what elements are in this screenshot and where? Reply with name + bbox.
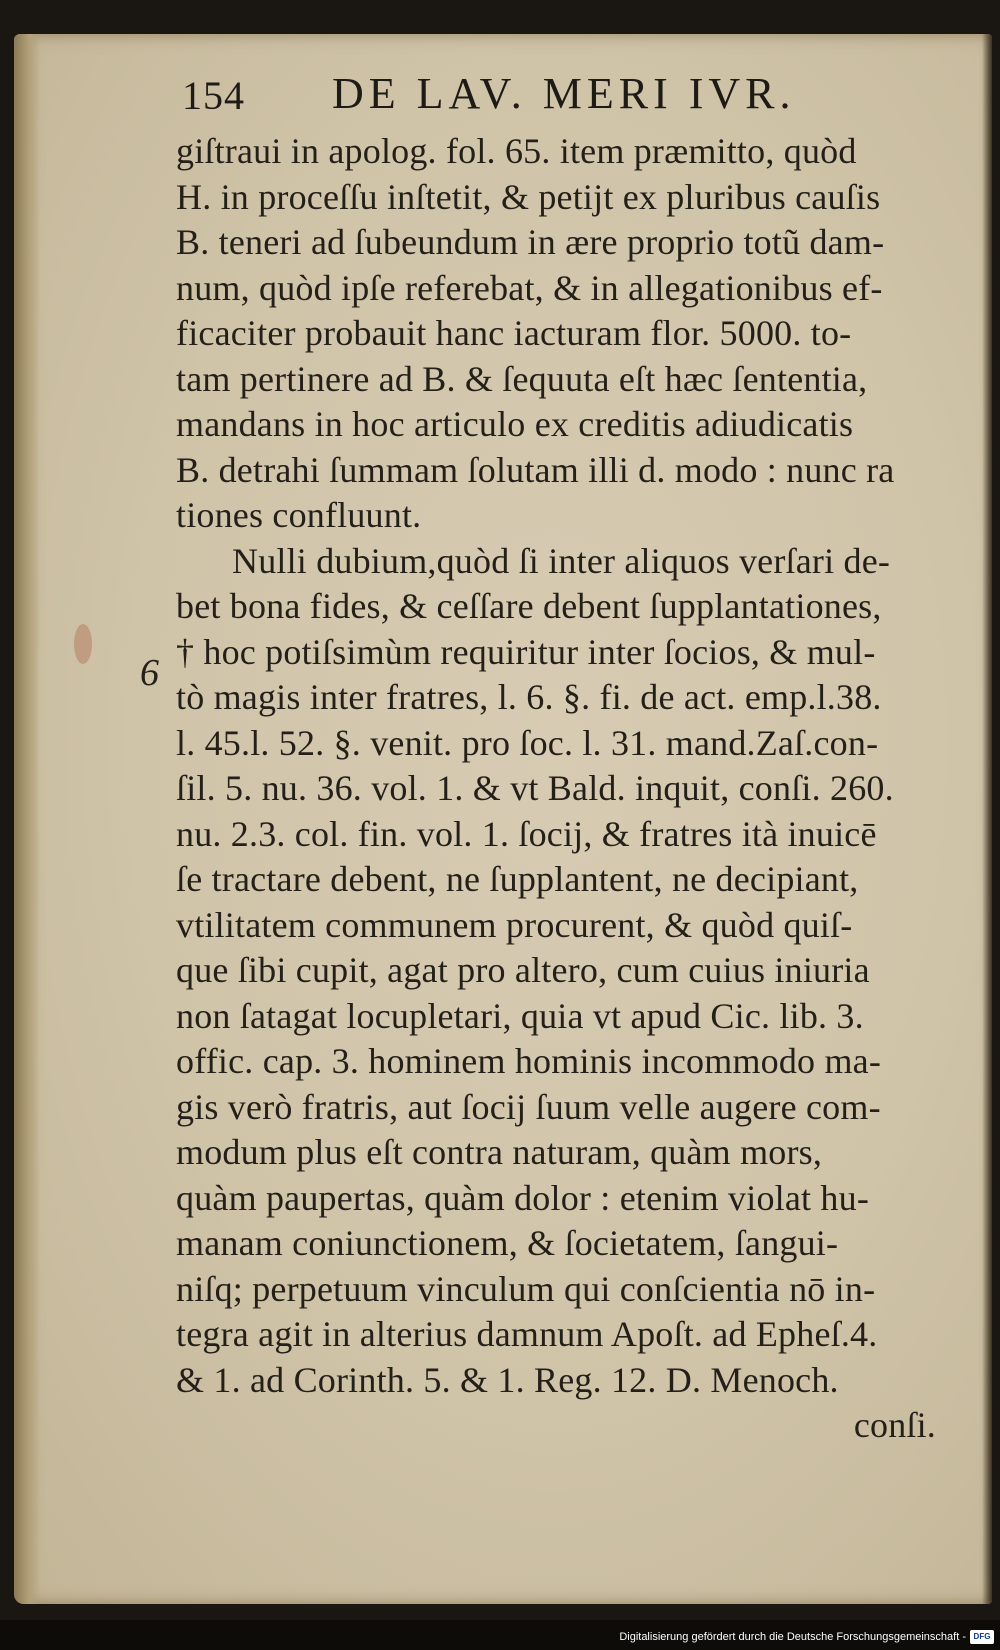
funding-notice: Digitalisierung gefördert durch die Deutsche Forschungsgemeinschaft - — [619, 1631, 966, 1643]
page-gutter-shadow — [14, 34, 40, 1604]
text-line: ficaciter probauit hanc iacturam flor. 5000. to- — [176, 313, 852, 353]
running-title: DE LAV. MERI IVR. — [332, 69, 796, 118]
text-line: niſq; perpetuum vinculum qui conſcientia nō in- — [176, 1268, 876, 1309]
body-text — [176, 129, 966, 1449]
book-page — [14, 34, 992, 1604]
text-line: gis verò fratris, aut ſocij ſuum velle augere com- — [176, 1086, 881, 1127]
text-line: H. in proceſſu inſtetit, & petijt ex pluribus cauſis — [176, 176, 881, 217]
page-edge-shadow — [982, 34, 992, 1604]
paragraph-start-line: Nulli dubium,quòd ſi inter aliquos verſari de- — [232, 540, 891, 581]
text-line: modum plus eſt contra naturam, quàm mors, — [176, 1132, 823, 1172]
text-line: tiones confluunt. — [176, 495, 422, 535]
text-line: nu. 2.3. col. fin. vol. 1. ſocij, & fratres ità inuicē — [176, 813, 877, 854]
page-number: 154 — [182, 73, 245, 118]
text-line: B. detrahi ſummam ſolutam illi d. modo : nunc ra — [176, 449, 895, 490]
text-line: quàm paupertas, quàm dolor : etenim violat hu- — [176, 1177, 870, 1218]
text-line: num, quòd ipſe referebat, & in allegationibus ef- — [176, 267, 883, 308]
text-line: & 1. ad Corinth. 5. & 1. Reg. 12. D. Menoch. — [176, 1359, 839, 1400]
dfg-logo-icon: DFG — [970, 1630, 994, 1644]
text-line: que ſibi cupit, agat pro altero, cum cuius iniuria — [176, 950, 870, 990]
paper-stain — [74, 624, 92, 664]
page-header — [182, 66, 842, 126]
text-line: bet bona fides, & ceſſare debent ſupplantationes, — [176, 586, 882, 626]
text-line: tò magis inter fratres, l. 6. §. fi. de act. emp.l.38. — [176, 677, 882, 717]
text-line: non ſatagat locupletari, quia vt apud Cic. lib. 3. — [176, 995, 864, 1036]
text-line: tegra agit in alterius damnum Apoſt. ad Epheſ.4. — [176, 1314, 878, 1354]
text-line: † hoc potiſsimùm requiritur inter ſocios, & mul- — [176, 631, 876, 672]
text-line: ſil. 5. nu. 36. vol. 1. & vt Bald. inquit, conſi. 260. — [176, 768, 894, 808]
text-line: tam pertinere ad B. & ſequuta eſt hæc ſententia, — [176, 358, 868, 399]
text-line: giſtraui in apolog. fol. 65. item præmitto, quòd — [176, 131, 857, 171]
text-line: manam coniunctionem, & ſocietatem, ſangui- — [176, 1223, 839, 1263]
catchword: conſi. — [853, 1405, 936, 1445]
text-line: mandans in hoc articulo ex creditis adiudicatis — [176, 404, 854, 444]
margin-section-number: 6 — [140, 652, 159, 694]
text-line: vtilitatem communem procurent, & quòd quiſ- — [176, 904, 853, 945]
text-line: ſe tractare debent, ne ſupplantent, ne decipiant, — [176, 859, 859, 899]
text-line: B. teneri ad ſubeundum in ære proprio totũ dam- — [176, 222, 885, 262]
text-line: offic. cap. 3. hominem hominis incommodo ma- — [176, 1041, 882, 1081]
text-line: l. 45.l. 52. §. venit. pro ſoc. l. 31. mand.Zaſ.con- — [176, 722, 879, 763]
